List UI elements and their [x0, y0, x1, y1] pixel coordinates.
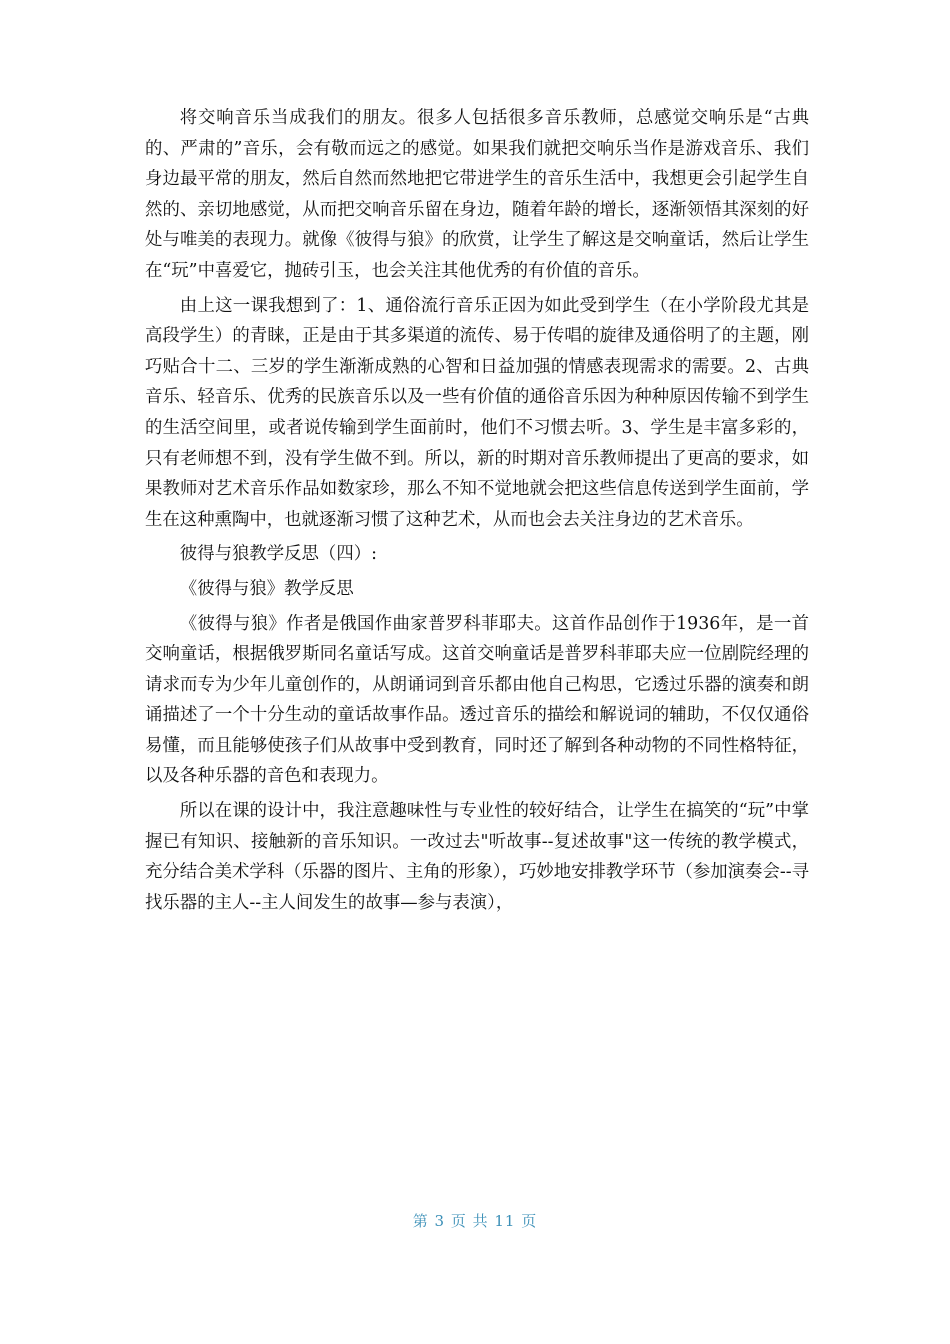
- document-body: [145, 103, 809, 918]
- section-heading: 彼得与狼教学反思（四）:: [179, 544, 377, 565]
- paragraph: 由上这一课我想到了：1、通俗流行音乐正因为如此受到学生（在小学阶段尤其是高段学生）的青睐，正是由于其多渠道的流传、易于传唱的旋律及通俗明了的主题，刚巧贴合十二、三岁的学生渐渐成熟的心智和日益加强的情感表现需求的需要。2、古典音乐、轻音乐、优秀的民族音乐以及一些有价值的通俗音乐因为种种原因传输不到学生的生活空间里，或者说传输到学生面前时，他们不习惯去听。3、学生是丰富多彩的，只有老师想不到，没有学生做不到。所以，新的时期对音乐教师提出了更高的要求，如果教师对艺术音乐作品如数家珍，那么不知不觉地就会把这些信息传送到学生面前，学生在这种熏陶中，也就逐渐习惯了这种艺术，从而也会去关注身边的艺术音乐。: [145, 295, 809, 530]
- paragraph: 将交响音乐当成我们的朋友。很多人包括很多音乐教师，总感觉交响乐是“古典的、严肃的”音乐，会有敬而远之的感觉。如果我们就把交响乐当作是游戏音乐、我们身边最平常的朋友，然后自然而然地把它带进学生的音乐生活中，我想更会引起学生自然的、亲切地感觉，从而把交响音乐留在身边，随着年龄的增长，逐渐领悟其深刻的好处与唯美的表现力。就像《彼得与狼》的欣赏，让学生了解这是交响童话，然后让学生在“玩”中喜爱它，抛砖引玉，也会关注其他优秀的有价值的音乐。: [145, 108, 809, 281]
- paragraph: 《彼得与狼》作者是俄国作曲家普罗科菲耶夫。这首作品创作于1936年，是一首交响童话，根据俄罗斯同名童话写成。这首交响童话是普罗科菲耶夫应一位剧院经理的请求而专为少年儿童创作的，从朗诵词到音乐都由他自己构思，它透过乐器的演奏和朗诵描述了一个十分生动的童话故事作品。透过音乐的描绘和解说词的辅助，不仅仅通俗易懂，而且能够使孩子们从故事中受到教育，同时还了解到各种动物的不同性格特征，以及各种乐器的音色和表现力。: [145, 613, 809, 787]
- page-number-footer: 第 3 页 共 11 页: [412, 1212, 538, 1230]
- paragraph: 所以在课的设计中，我注意趣味性与专业性的较好结合，让学生在搞笑的“玩”中掌握已有知识、接触新的音乐知识。一改过去"听故事--复述故事"这一传统的教学模式，充分结合美术学科（乐器的图片、主角的形象），巧妙地安排教学环节（参加演奏会--寻找乐器的主人--主人间发生的故事—参与表演），: [145, 801, 809, 913]
- section-title: 《彼得与狼》教学反思: [179, 578, 354, 599]
